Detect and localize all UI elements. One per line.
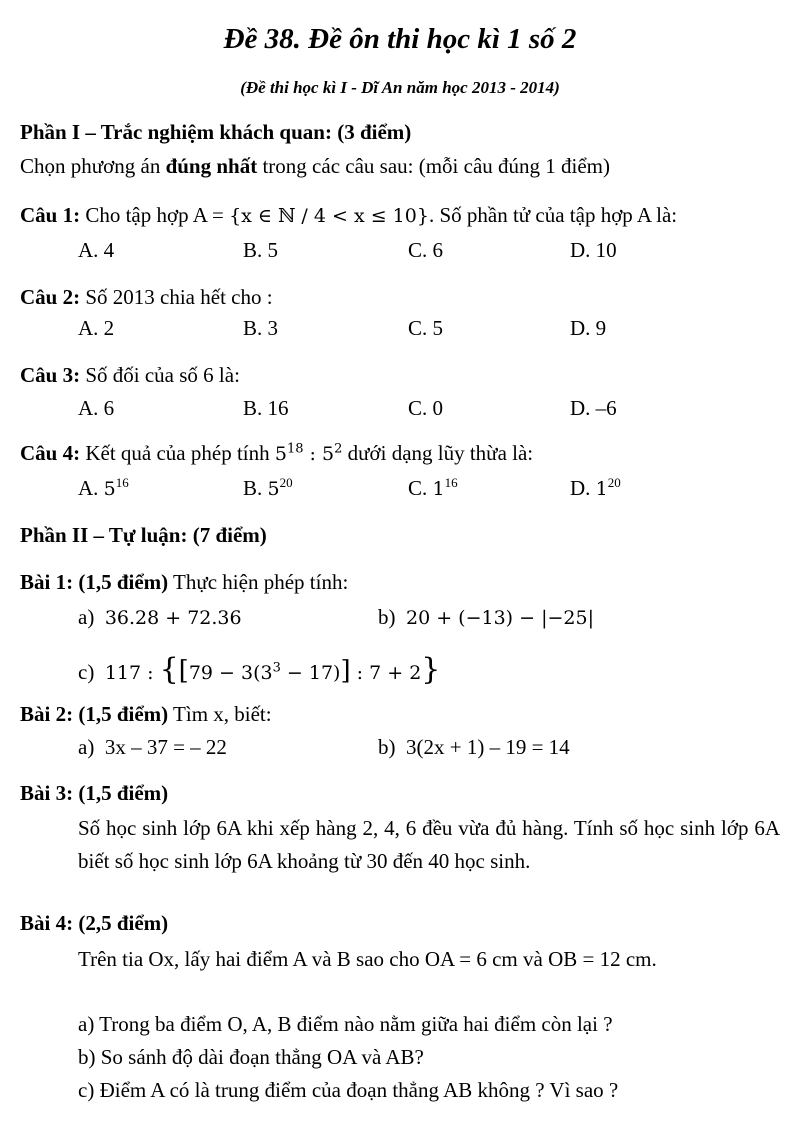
bai3-heading: [20, 781, 168, 806]
question-4-label: Câu 4:: [20, 441, 81, 465]
bai2-text: Tìm x, biết:: [168, 702, 272, 726]
bai1-c-expr: [104, 652, 441, 687]
question-1-text-pre: Cho tập hợp A =: [80, 203, 230, 227]
question-1-set: {x ∈ ℕ / 4 < x ≤ 10}: [229, 205, 429, 227]
inner-post: − 17): [280, 662, 341, 684]
bai4-text: Trên tia Ox, lấy hai điểm A và B sao cho OA = 6 cm và OB = 12 cm.: [78, 947, 657, 971]
power-2-base: 5: [322, 443, 335, 465]
bai2-heading: [20, 702, 272, 727]
bai4-b: b) So sánh độ dài đoạn thẳng OA và AB?: [78, 1045, 424, 1069]
part2-heading-text: Phần II – Tự luận: (7 điểm): [20, 523, 267, 547]
bai1-a-label: a): [78, 605, 95, 629]
question-1-text-post: . Số phần tử của tập hợp A là:: [428, 203, 678, 227]
open-bracket: [: [178, 656, 189, 686]
bai2-label: Bài 2: (1,5 điểm): [20, 702, 169, 726]
question-3-option-a: A. 6: [78, 396, 115, 420]
bai1-a-expr: 36.28 + 72.36: [104, 607, 242, 629]
question-4-text-post: dưới dạng lũy thừa là:: [342, 441, 534, 465]
question-1-option-a: A. 4: [78, 238, 115, 262]
bai1-c-label: c): [78, 660, 95, 684]
option-prefix: C.: [408, 476, 433, 500]
open-brace: {: [159, 652, 179, 687]
bai1-label: Bài 1: (1,5 điểm): [20, 570, 169, 594]
bai4-a: a) Trong ba điểm O, A, B điểm nào nằm giữa hai điểm còn lại ?: [78, 1012, 613, 1036]
close-bracket: ]: [340, 656, 351, 686]
power-1-base: 5: [274, 443, 287, 465]
inner-pre: 79 − 3(3: [188, 662, 273, 684]
part1-heading-text: Phần I – Trắc nghiệm khách quan: (3 điểm): [20, 120, 412, 144]
question-2: [20, 285, 273, 310]
question-1-option-c: C. 6: [408, 238, 444, 262]
question-2-option-d: D. 9: [570, 316, 607, 340]
bai2-a: [78, 735, 227, 760]
question-3-text: Số đối của số 6 là:: [80, 363, 240, 387]
question-1: [20, 203, 677, 228]
c-tail: : 7 + 2: [350, 662, 422, 684]
question-4: [20, 441, 533, 466]
part2-heading: [20, 523, 267, 548]
question-3: [20, 363, 240, 388]
question-3-option-d: D. –6: [570, 396, 617, 420]
power-2-exp: 2: [334, 441, 343, 457]
instruction-bold: đúng nhất: [165, 154, 258, 178]
part1-heading: [20, 120, 411, 145]
question-1-label: Câu 1:: [20, 203, 81, 227]
divide-op: :: [303, 443, 322, 465]
option-prefix: B.: [243, 476, 268, 500]
inner-exp: 3: [272, 660, 281, 676]
bai2-a-expr: 3x – 37 = – 22: [104, 735, 227, 759]
power-1-exp: 18: [286, 441, 304, 457]
page-title: Đề 38. Đề ôn thi học kì 1 số 2: [223, 23, 577, 55]
question-3-option-c: C. 0: [408, 396, 444, 420]
bai1-c: [78, 652, 440, 688]
close-brace: }: [421, 652, 441, 687]
question-3-option-b: B. 16: [243, 396, 289, 420]
question-2-option-c: C. 5: [408, 316, 444, 340]
bai2-b-label: b): [378, 735, 396, 759]
bai4-label: Bài 4: (2,5 điểm): [20, 911, 169, 935]
bai1-text: Thực hiện phép tính:: [168, 570, 349, 594]
c-expr-pre: 117 :: [104, 662, 160, 684]
question-1-option-d: D. 10: [570, 238, 617, 262]
option-exp: 16: [115, 475, 129, 490]
question-4-option-a: [78, 476, 129, 501]
instruction-post: trong các câu sau: (mỗi câu đúng 1 điểm): [257, 154, 611, 178]
bai2-b-expr: 3(2x + 1) – 19 = 14: [406, 735, 570, 759]
option-prefix: A.: [78, 476, 104, 500]
bai3-label: Bài 3: (1,5 điểm): [20, 781, 169, 805]
question-2-option-b: B. 3: [243, 316, 279, 340]
option-exp: 16: [444, 475, 458, 490]
option-base: 5: [103, 478, 116, 500]
bai1-b: [378, 605, 594, 630]
question-4-option-c: [408, 476, 458, 501]
instruction-pre: Chọn phương án: [20, 154, 166, 178]
option-exp: 20: [607, 475, 621, 490]
question-4-power-1: [275, 443, 343, 465]
bai4-c: c) Điểm A có là trung điểm của đoạn thẳng AB không ? Vì sao ?: [78, 1078, 619, 1102]
bai1-b-expr: 20 + (−13) − |−25|: [406, 607, 594, 629]
question-2-option-a: A. 2: [78, 316, 115, 340]
option-exp: 20: [279, 475, 293, 490]
page-subtitle: (Đề thi học kì I - Dĩ An năm học 2013 - 2014): [240, 78, 560, 97]
question-4-text-pre: Kết quả của phép tính: [80, 441, 275, 465]
option-prefix: D.: [570, 476, 596, 500]
bai2-b: [378, 735, 570, 760]
question-2-text: Số 2013 chia hết cho :: [80, 285, 273, 309]
option-base: 1: [432, 478, 445, 500]
option-base: 5: [267, 478, 280, 500]
question-1-option-b: B. 5: [243, 238, 279, 262]
bai1-heading: [20, 570, 348, 595]
question-4-option-d: [570, 476, 621, 501]
question-2-label: Câu 2:: [20, 285, 81, 309]
question-4-option-b: [243, 476, 293, 501]
bai3-text: Số học sinh lớp 6A khi xếp hàng 2, 4, 6 đều vừa đủ hàng. Tính số học sinh lớp 6A biết số học sinh lớp 6A khoảng từ 30 đến 40 học sinh.: [78, 816, 780, 873]
bai2-a-label: a): [78, 735, 95, 759]
bai1-b-label: b): [378, 605, 396, 629]
part1-instruction: [20, 154, 610, 179]
question-3-label: Câu 3:: [20, 363, 81, 387]
bai4-heading: [20, 911, 168, 936]
option-base: 1: [595, 478, 608, 500]
bai1-a: [78, 605, 242, 630]
